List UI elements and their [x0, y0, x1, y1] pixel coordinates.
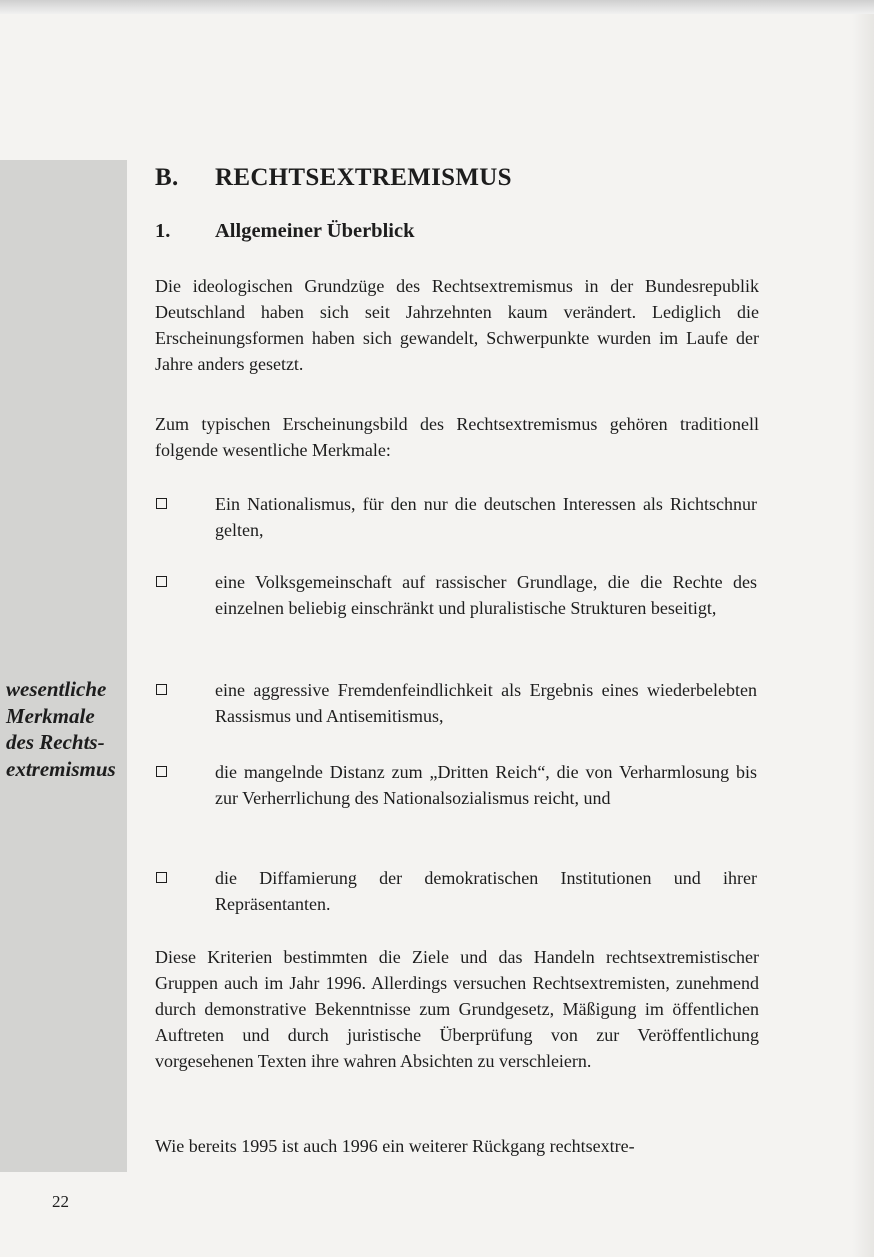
checkbox-icon [156, 684, 167, 695]
paragraph-text: Die ideologischen Grundzüge des Rechtsextremismus in der Bundesrepublik Deutschland haben sich seit Jahrzehnten kaum verändert. Lediglich die Erscheinungsformen haben sich gewandelt, Schwerpunkte wurden im Laufe der Jahre anders gesetzt. [155, 276, 759, 374]
checkbox-icon [156, 576, 167, 587]
margin-sidebar [0, 160, 127, 1172]
list-item-text: eine aggressive Fremdenfeindlichkeit als Ergebnis eines wiederbelebten Rassismus und Antisemitismus, [215, 680, 757, 726]
list-item-text: die mangelnde Distanz zum „Dritten Reich“, die von Verharmlosung bis zur Verherrlichung des Nationalsozialismus reicht, und [215, 762, 757, 808]
subsection-heading [155, 220, 414, 243]
paragraph-decline [155, 1133, 759, 1159]
section-title: RECHTSEXTREMISMUS [215, 164, 512, 191]
scan-right-edge [852, 14, 874, 1257]
checkbox-icon [156, 498, 167, 509]
list-item-text: Ein Nationalismus, für den nur die deutschen Interessen als Richtschnur gelten, [215, 494, 757, 540]
page-number: 22 [52, 1192, 69, 1211]
margin-note-line: des Rechts- [6, 730, 105, 754]
subsection-number: 1. [155, 220, 171, 242]
checkbox-icon [156, 766, 167, 777]
margin-note-line: extremismus [6, 756, 116, 781]
list-item-text: eine Volksgemeinschaft auf rassischer Grundlage, die die Rechte des einzelnen beliebig einschränkt und pluralistische Strukturen beseitigt, [215, 572, 757, 618]
paragraph-features-intro [155, 411, 759, 463]
paragraph-criteria [155, 944, 759, 1074]
scan-top-edge [0, 0, 874, 14]
paragraph-intro [155, 273, 759, 377]
paragraph-text: Zum typischen Erscheinungsbild des Rechtsextremismus gehören traditionell folgende wesentliche Merkmale: [155, 414, 759, 460]
margin-note-line: wesentliche [6, 677, 107, 701]
paragraph-text: Wie bereits 1995 ist auch 1996 ein weiterer Rückgang rechtsextre- [155, 1136, 635, 1156]
section-heading [155, 164, 512, 192]
margin-note-line: Merkmale [6, 703, 95, 728]
section-number: B. [155, 164, 179, 191]
checkbox-icon [156, 872, 167, 883]
subsection-title: Allgemeiner Überblick [215, 220, 415, 242]
paragraph-text: Diese Kriterien bestimmten die Ziele und das Handeln rechtsextremistischer Gruppen auch im Jahr 1996. Allerdings versuchen Rechtsextremisten, zunehmend durch demonstrative Bekenntnisse zum Grundgesetz, Mäßigung im öffentlichen Auftreten und durch juristische Überprüfung von zur Veröffentlichung vorgesehenen Texten ihre wahren Absichten zu verschleiern. [155, 947, 759, 1071]
list-item-text: die Diffamierung der demokratischen Institutionen und ihrer Repräsentanten. [215, 868, 757, 914]
margin-note [6, 676, 127, 782]
